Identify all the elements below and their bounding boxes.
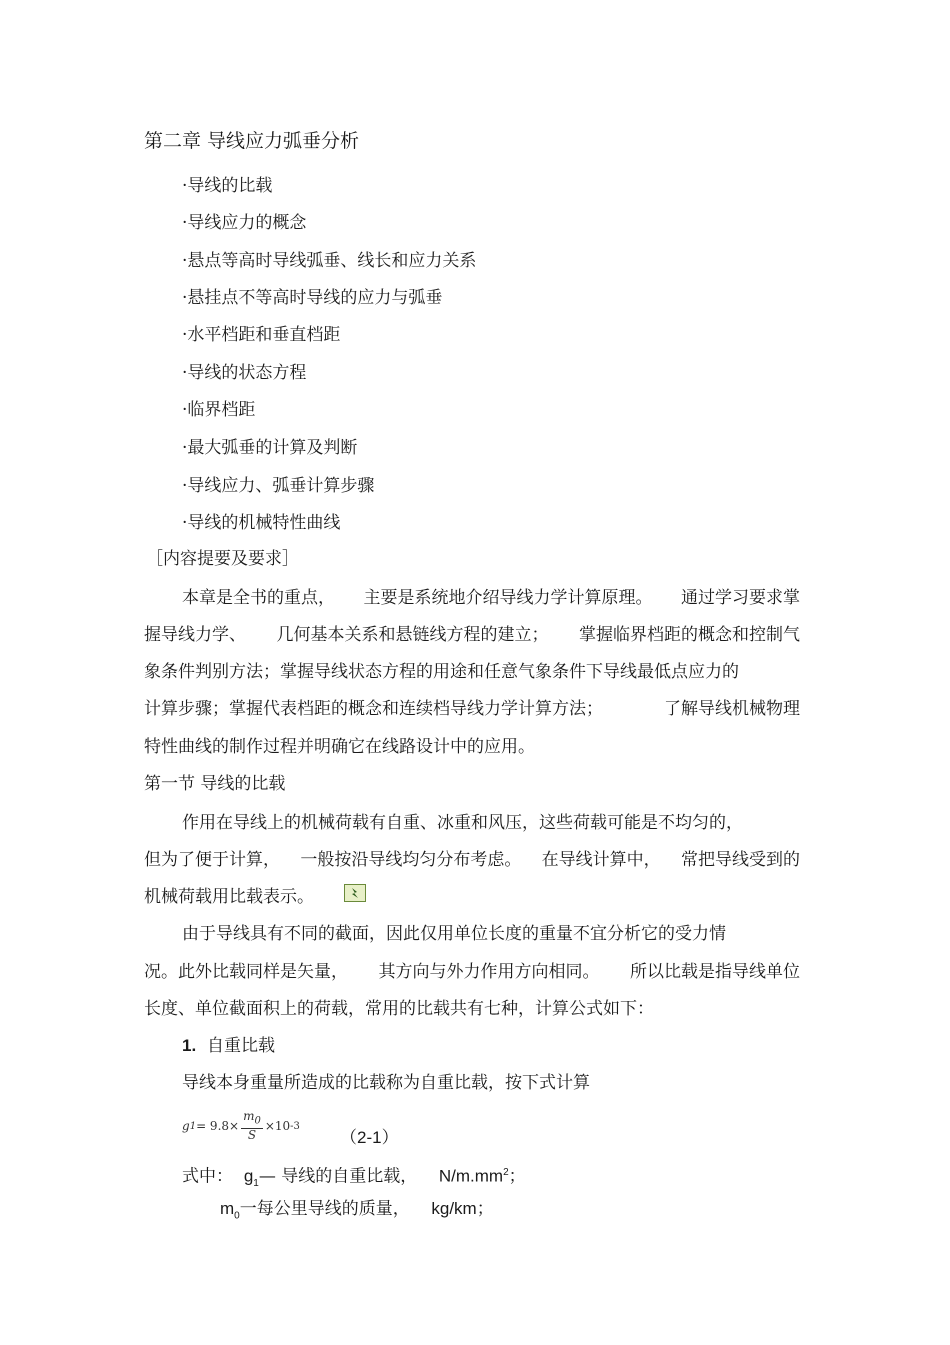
text-line <box>144 698 800 720</box>
item-1-description: 导线本身重量所造成的比载称为自重比载，按下式计算 <box>182 1073 590 1093</box>
text-line <box>182 812 743 834</box>
equation-number: （2-1） <box>340 1128 399 1147</box>
text-segment: 常把导线受到的 <box>680 850 800 870</box>
formula-lhs-sub: 1 <box>189 1120 197 1132</box>
text-line <box>182 923 726 945</box>
text-segment: 但为了便于计算， <box>144 850 280 870</box>
def2-end: ； <box>476 1199 494 1219</box>
formula-numerator <box>241 1110 263 1128</box>
text-segment: 况。此外比载同样是矢量， <box>144 962 348 982</box>
toc-item: ·水平档距和垂直档距 <box>182 325 341 345</box>
def1-text: — 导线的自重比载， <box>258 1166 418 1187</box>
text-segment: 本章是全书的重点， <box>182 588 335 608</box>
chapter-title: 第二章 导线应力弧垂分析 <box>144 130 360 152</box>
formula-2-1 <box>182 1108 300 1144</box>
text-segment: 一般按沿导线均匀分布考虑。 <box>300 850 522 870</box>
toc-item: ·悬点等高时导线弧垂、线长和应力关系 <box>182 251 477 271</box>
text-line <box>144 886 314 908</box>
text-segment: 作用在导线上的机械荷载有自重、冰重和风压，这些荷载可能是不均匀的， <box>182 813 743 833</box>
toc-item: ·导线应力、弧垂计算步骤 <box>182 476 375 496</box>
def1-unit: N/m.mm <box>438 1166 504 1186</box>
def2-symbol: m <box>220 1199 235 1218</box>
text-segment: 在导线计算中， <box>541 850 661 870</box>
definition-m0 <box>220 1198 494 1227</box>
text-segment: 通过学习要求掌 <box>681 588 800 608</box>
formula-tail: ×10 <box>264 1119 291 1133</box>
def1-symbol: g <box>243 1166 254 1186</box>
formula-denominator: S <box>247 1127 257 1142</box>
text-segment: 所以比载是指导线单位 <box>630 962 800 982</box>
text-segment: 机械荷载用比载表示。 <box>144 887 314 907</box>
text-line <box>144 849 800 871</box>
toc-item: ·导线的机械特性曲线 <box>182 513 341 533</box>
toc-item: ·导线应力的概念 <box>182 213 307 233</box>
summary-heading: ［内容提要及要求］ <box>146 549 299 569</box>
def2-text: 一每公里导线的质量， <box>239 1199 410 1219</box>
text-line <box>144 661 739 683</box>
text-line <box>144 998 654 1020</box>
text-line <box>144 624 800 646</box>
text-line <box>144 736 535 758</box>
text-segment: 几何基本关系和悬链线方程的建立； <box>276 625 549 645</box>
text-segment: 了解导线机械物理 <box>664 699 800 719</box>
item-1-heading <box>182 1035 275 1057</box>
def2-unit: kg/km <box>431 1199 477 1218</box>
formula-tail-sup: -3 <box>290 1120 300 1132</box>
formula-num-sub: 0 <box>254 1115 261 1127</box>
toc-item: ·导线的状态方程 <box>182 363 307 383</box>
def1-unit-sup: 2 <box>503 1167 509 1178</box>
formula-num-symbol: m <box>243 1109 255 1124</box>
def2-sub: 0 <box>234 1210 240 1222</box>
text-segment: 其方向与外力作用方向相同。 <box>378 962 600 982</box>
definition-g1 <box>182 1162 526 1195</box>
text-segment: 主要是系统地介绍导线力学计算原理。 <box>363 588 653 608</box>
formula-lhs: g <box>182 1119 190 1133</box>
text-segment: 由于导线具有不同的截面，因此仅用单位长度的重量不宜分析它的受力情 <box>182 924 726 944</box>
toc-item: ·悬挂点不等高时导线的应力与弧垂 <box>182 288 443 308</box>
def1-sub: 1 <box>253 1178 259 1190</box>
toc-item: ·临界档距 <box>182 400 256 420</box>
item-1-number: 1. <box>182 1036 197 1055</box>
text-line <box>144 961 800 983</box>
text-segment: 握导线力学、 <box>144 625 246 645</box>
speaker-note-icon[interactable] <box>344 884 366 902</box>
def1-end: ； <box>508 1166 526 1187</box>
toc-item: ·最大弧垂的计算及判断 <box>182 438 358 458</box>
formula-fraction <box>241 1110 263 1141</box>
text-segment: 象条件判别方法；掌握导线状态方程的用途和任意气象条件下导线最低点应力的 <box>144 662 739 682</box>
text-line <box>182 587 800 609</box>
item-1-title: 自重比载 <box>207 1036 275 1056</box>
formula-coef: = 9.8× <box>196 1119 240 1133</box>
where-label: 式中： <box>182 1166 233 1187</box>
text-segment: 长度、单位截面积上的荷载，常用的比载共有七种，计算公式如下： <box>144 999 654 1019</box>
toc-item: ·导线的比载 <box>182 176 273 196</box>
text-segment: 计算步骤；掌握代表档距的概念和连续档导线力学计算方法； <box>144 699 603 719</box>
text-segment: 特性曲线的制作过程并明确它在线路设计中的应用。 <box>144 737 535 757</box>
section-title: 第一节 导线的比载 <box>144 774 286 794</box>
text-segment: 掌握临界档距的概念和控制气 <box>579 625 800 645</box>
